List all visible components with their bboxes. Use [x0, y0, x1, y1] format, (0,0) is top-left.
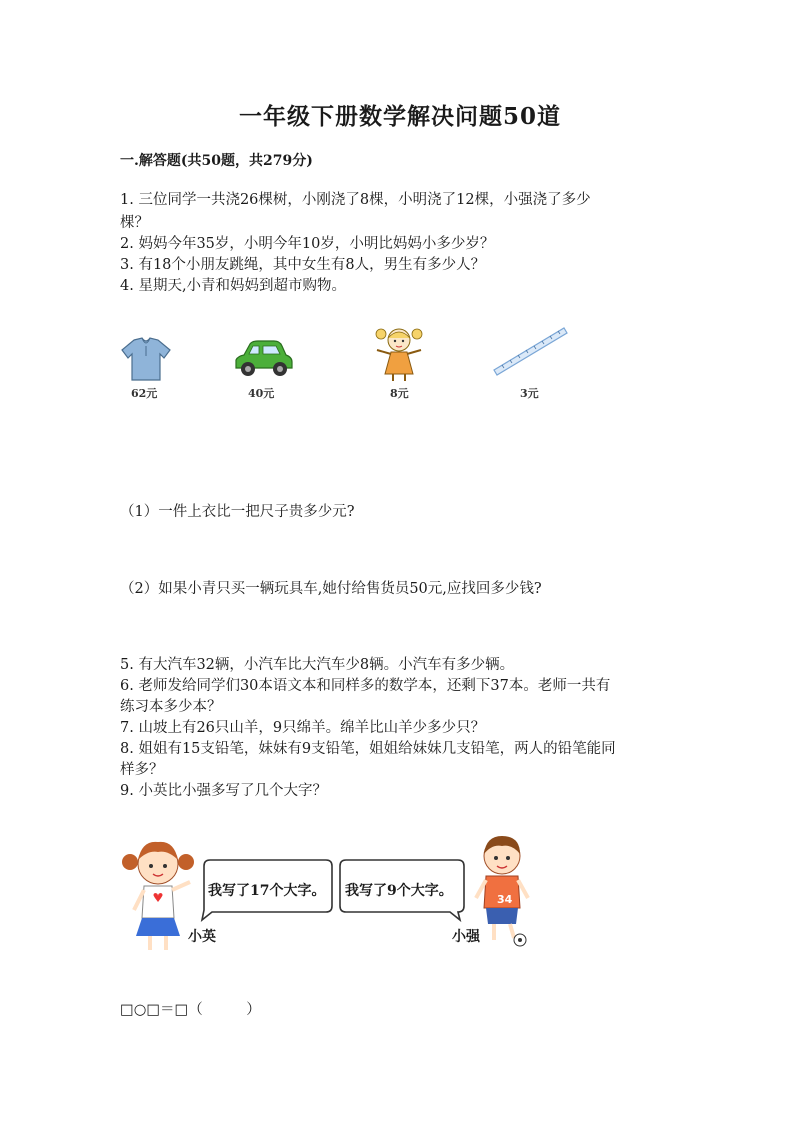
car-price: 40元: [248, 387, 275, 400]
question-6-line-2: 练习本多少本？: [120, 699, 222, 715]
question-6-line-1: 6. 老师发给同学们30本语文本和同样多的数学本，还剩下37本。老师一共有: [120, 678, 611, 694]
shirt-price: 62元: [131, 387, 158, 400]
boy-shirt-number: 34: [497, 893, 513, 906]
ruler-price: 3元: [520, 387, 539, 400]
question-3: 3. 有18个小朋友跳绳，其中女生有8人，男生有多少人？: [120, 257, 486, 273]
question-4-part-2: （2）如果小青只买一辆玩具车,她付给售货员50元,应找回多少钱?: [120, 581, 542, 597]
question-5: 5. 有大汽车32辆，小汽车比大汽车少8辆。小汽车有多少辆。: [120, 657, 515, 673]
page-title: 一年级下册数学解决问题50道: [238, 103, 561, 130]
doll-image: [371, 324, 427, 382]
question-8-line-1: 8. 姐姐有15支铅笔，妹妹有9支铅笔，姐姐给妹妹几支铅笔，两人的铅笔能同: [120, 741, 616, 757]
question-2: 2. 妈妈今年35岁，小明今年10岁，小明比妈妈小多少岁？: [120, 236, 495, 252]
ruler-image: [490, 324, 570, 378]
question-4-part-1: （1）一件上衣比一把尺子贵多少元?: [120, 504, 355, 520]
girl-name: 小英: [188, 929, 216, 945]
doll-price: 8元: [390, 387, 409, 400]
car-image: [232, 338, 294, 380]
girl-illustration: [122, 836, 194, 954]
question-7: 7. 山坡上有26只山羊，9只绵羊。绵羊比山羊少多少只？: [120, 720, 486, 736]
question-9: 9. 小英比小强多写了几个大字？: [120, 783, 327, 799]
shirt-image: [120, 336, 172, 382]
question-1-line-2: 棵？: [120, 215, 149, 231]
answer-template: □○□＝□（ ）: [120, 1002, 261, 1018]
bubble-left-text: 我写了17个大字。: [208, 883, 326, 899]
boy-illustration: [474, 832, 532, 948]
section-heading: 一.解答题(共50题，共279分): [120, 153, 313, 169]
question-8-line-2: 样多？: [120, 762, 164, 778]
question-1-line-1: 1. 三位同学一共浇26棵树，小刚浇了8棵，小明浇了12棵，小强浇了多少: [120, 192, 591, 208]
question-4: 4. 星期天,小青和妈妈到超市购物。: [120, 278, 347, 294]
bubble-right-text: 我写了9个大字。: [345, 883, 453, 899]
boy-name: 小强: [452, 929, 480, 945]
